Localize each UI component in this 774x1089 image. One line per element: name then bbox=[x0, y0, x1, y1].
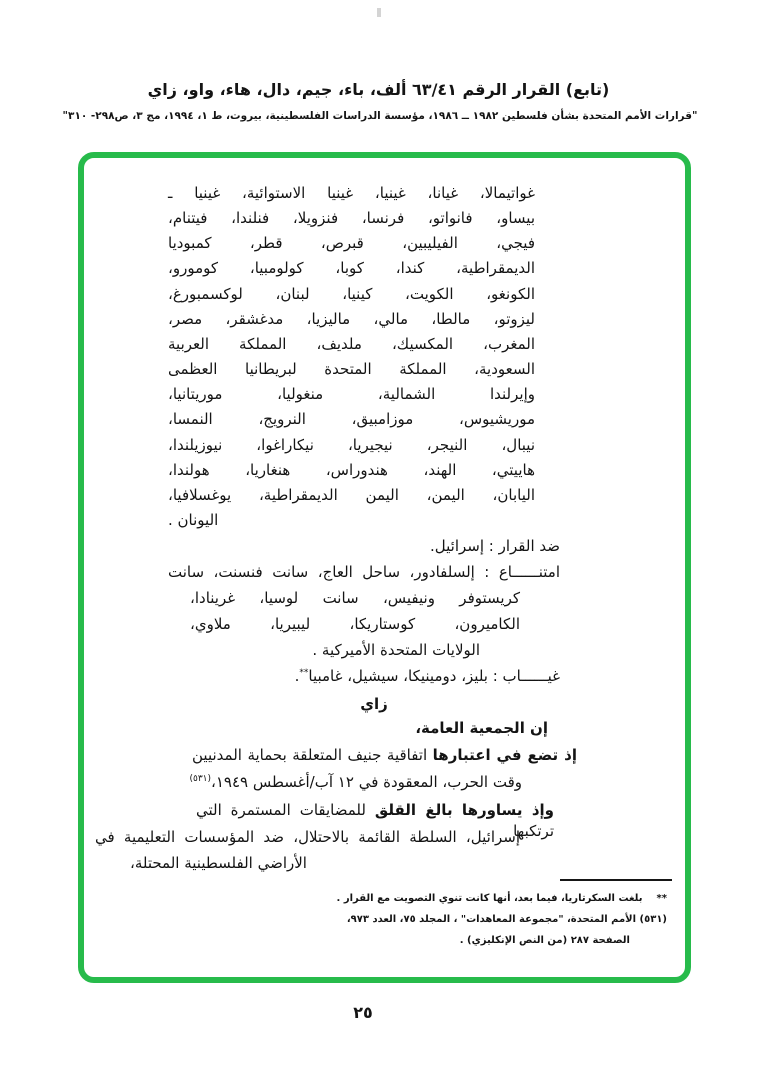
source-citation: "قرارات الأمم المتحدة بشأن فلسطين ١٩٨٢ ــ ١٩٨٦، مؤسسة الدراسات الفلسطينية، بيروت، ط ١، ١٩٩٤، مج ٣، ص٢٩٨- ٣١٠" bbox=[62, 110, 698, 122]
vote-list-line: هاييتي، الهند، هندوراس، هنغاريا، هولندا، bbox=[168, 461, 535, 479]
page-title: (تابع) القرار الرقم ٦٣/٤١ ألف، باء، جيم، دال، هاء، واو، زاي bbox=[147, 80, 610, 99]
against-line: ضد القرار : إسرائيل. bbox=[430, 537, 560, 555]
scan-artifact bbox=[377, 8, 381, 17]
footnote-ref-531: (٥٣١) bbox=[189, 774, 212, 784]
abstain-line: كريستوفر ونيفيس، سانت لوسيا، غرينادا، bbox=[190, 589, 520, 607]
abstain-line: الولايات المتحدة الأميركية . bbox=[312, 641, 480, 659]
vote-list-line: نيبال، النيجر، نيجيريا، نيكاراغوا، نيوزيلندا، bbox=[168, 436, 535, 454]
vote-list-line: بيساو، فانواتو، فرنسا، فنزويلا، فنلندا، فيتنام، bbox=[168, 209, 535, 227]
vote-list-line: السعودية، المملكة المتحدة لبريطانيا العظمى bbox=[168, 360, 535, 378]
para2-rest: للمضايقات المستمرة التي ترتكبها bbox=[196, 801, 554, 840]
vote-list-line: اليابان، اليمن، اليمن الديمقراطية، يوغسلافيا، bbox=[168, 486, 535, 504]
para2-lead-bold: وإذ يساورها بالغ القلق bbox=[374, 801, 554, 819]
para1-lead-bold: إذ تضع في اعتبارها bbox=[432, 746, 577, 764]
vote-list-line: فيجي، الفيليبين، قبرص، قطر، كمبوديا bbox=[168, 234, 535, 252]
abstain-line: امتنــــــاع : إلسلفادور، ساحل العاج، سانت فنسنت، سانت bbox=[168, 563, 560, 581]
vote-list-line: الكونغو، الكويت، كينيا، لبنان، لوكسمبورغ، bbox=[168, 285, 535, 303]
vote-list-line: غواتيمالا، غيانا، غينيا، غينيا الاستوائية، غينيا ـ bbox=[168, 184, 535, 202]
footnote-marker: ** bbox=[299, 668, 309, 678]
absent-text: غيــــــاب : بليز، دومينيكا، سيشيل، غامبيا bbox=[308, 667, 560, 685]
abstain-line: الكاميرون، كوستاريكا، ليبيريا، ملاوي، bbox=[190, 615, 520, 633]
vote-list-line: اليونان . bbox=[168, 511, 219, 529]
footnote-separator bbox=[560, 879, 672, 881]
vote-list-line: الديمقراطية، كندا، كوبا، كولومبيا، كومورو، bbox=[168, 259, 535, 277]
preamble-para2-line2: إسرائيل، السلطة القائمة بالاحتلال، ضد المؤسسات التعليمية في bbox=[95, 828, 520, 846]
footnote-1-text: بلغت السكرتاريا، فيما بعد، أنها كانت تنوي التصويت مع القرار . bbox=[336, 893, 643, 904]
para1-rest: اتفاقية جنيف المتعلقة بحماية المدنيين bbox=[192, 746, 428, 764]
footnote-2-continued: الصفحة ٢٨٧ (من النص الإنكليزي) . bbox=[459, 935, 630, 946]
footnote-2: (٥٣١) الأمم المتحدة، "مجموعة المعاهدات" ، المجلد ٧٥، العدد ٩٧٣، bbox=[346, 914, 667, 925]
vote-list-line: المغرب، المكسيك، ملديف، المملكة العربية bbox=[168, 335, 535, 353]
preamble-para2-line3: الأراضي الفلسطينية المحتلة، bbox=[130, 854, 307, 872]
absent-line bbox=[295, 666, 560, 690]
preamble-para1-line2 bbox=[189, 772, 522, 796]
page-number: ٢٥ bbox=[353, 1003, 373, 1022]
vote-list-line: وإيرلندا الشمالية، منغوليا، موريتانيا، bbox=[168, 385, 535, 403]
preamble-opening: إن الجمعية العامة، bbox=[415, 719, 548, 737]
vote-list-line: موريشيوس، موزامبيق، النرويج، النمسا، bbox=[168, 410, 535, 428]
section-heading: زاي bbox=[360, 695, 388, 713]
footnote-1-marker: ** bbox=[656, 893, 667, 904]
para1-line2-text: وقت الحرب، المعقودة في ١٢ آب/أغسطس ١٩٤٩، bbox=[211, 773, 522, 791]
vote-list-line: ليزوتو، مالطا، مالي، ماليزيا، مدغشقر، مصر، bbox=[168, 310, 535, 328]
footnote-1 bbox=[337, 892, 667, 905]
absent-period: . bbox=[294, 667, 300, 685]
preamble-para1-line1 bbox=[192, 745, 577, 766]
